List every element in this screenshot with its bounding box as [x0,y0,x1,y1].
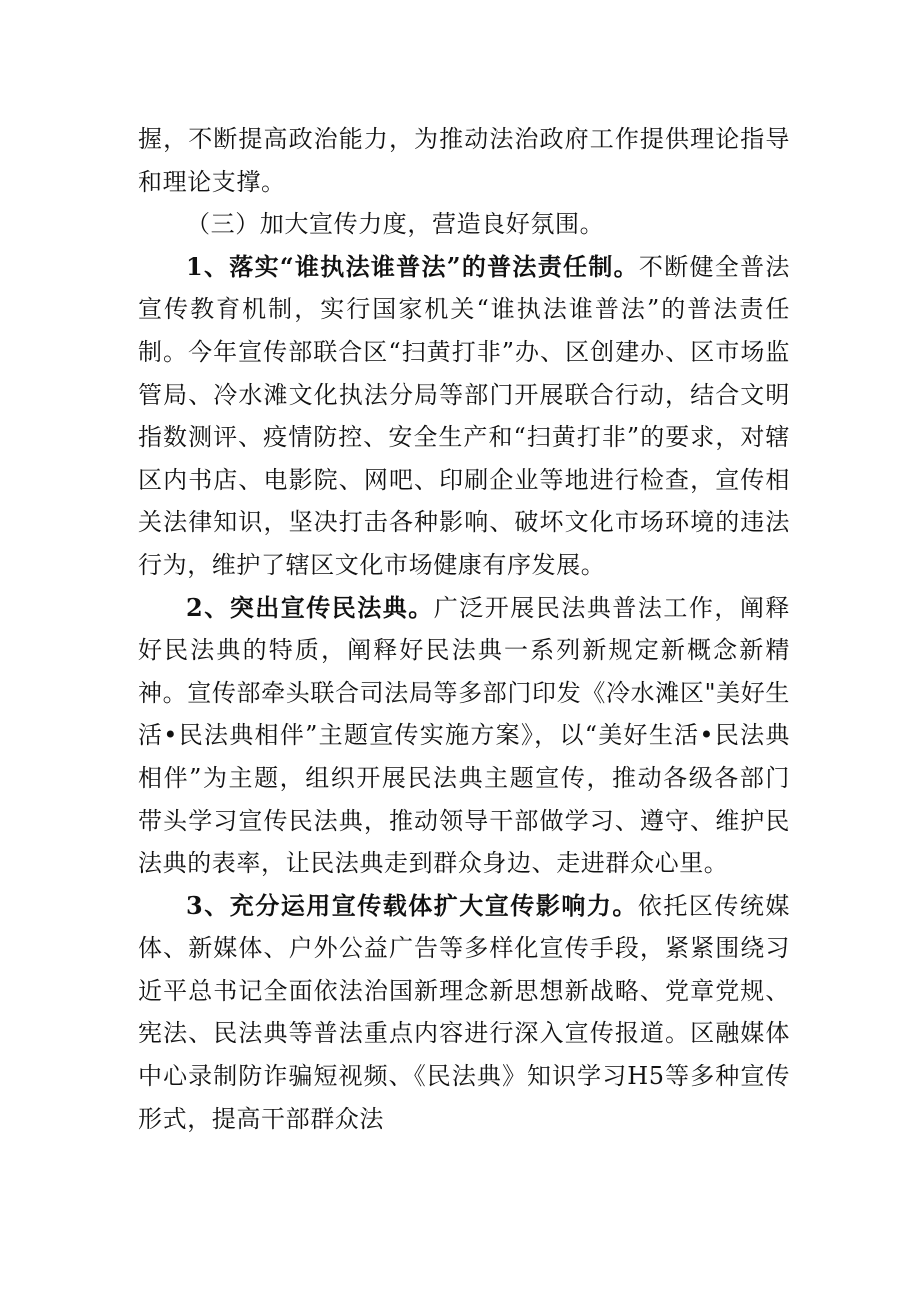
item-3-heading: 3、充分运用宣传载体扩大宣传影响力。 [186,890,638,920]
paragraph-item-1 [138,246,790,587]
paragraph-item-2 [138,587,790,885]
section-heading-three [138,203,790,246]
paragraph-item-3 [138,885,790,1141]
paragraph-body: （三）加大宣传力度，营造良好氛围。 [186,210,605,239]
document-page [138,118,790,1140]
paragraph-body: 握，不断提高政治能力，为推动法治政府工作提供理论指导和理论支撑。 [138,125,790,196]
paragraph-continuation [138,118,790,203]
item-3-body: 依托区传统媒体、新媒体、户外公益广告等多样化宣传手段，紧紧围绕习近平总书记全面依法治国新理念新思想新战略、党章党规、宪法、民法典等普法重点内容进行深入宣传报道。区融媒体中心录制防诈骗短视频、《民法典》知识学习H5等多种宣传形式，提高干部群众法 [138,891,791,1133]
item-2-body: 广泛开展民法典普法工作，阐释好民法典的特质，阐释好民法典一系列新规定新概念新精神。宣传部牵头联合司法局等多部门印发《冷水滩区"美好生活•民法典相伴”主题宣传实施方案》，以“美好生活•民法典相伴”为主题，组织开展民法典主题宣传，推动各级各部门带头学习宣传民法典，推动领导干部做学习、遵守、维护民法典的表率，让民法典走到群众身边、走进群众心里。 [138,593,790,878]
item-1-heading: 1、落实“谁执法谁普法”的普法责任制。 [186,251,639,281]
item-2-heading: 2、突出宣传民法典。 [186,592,434,622]
item-1-body: 不断健全普法宣传教育机制，实行国家机关“谁执法谁普法”的普法责任制。今年宣传部联合区“扫黄打非”办、区创建办、区市场监管局、冷水滩文化执法分局等部门开展联合行动，结合文明指数测评、疫情防控、安全生产和“扫黄打非”的要求，对辖区内书店、电影院、网吧、印刷企业等地进行检查，宣传相关法律知识，坚决打击各种影响、破坏文化市场环境的违法行为，维护了辖区文化市场健康有序发展。 [138,252,790,579]
